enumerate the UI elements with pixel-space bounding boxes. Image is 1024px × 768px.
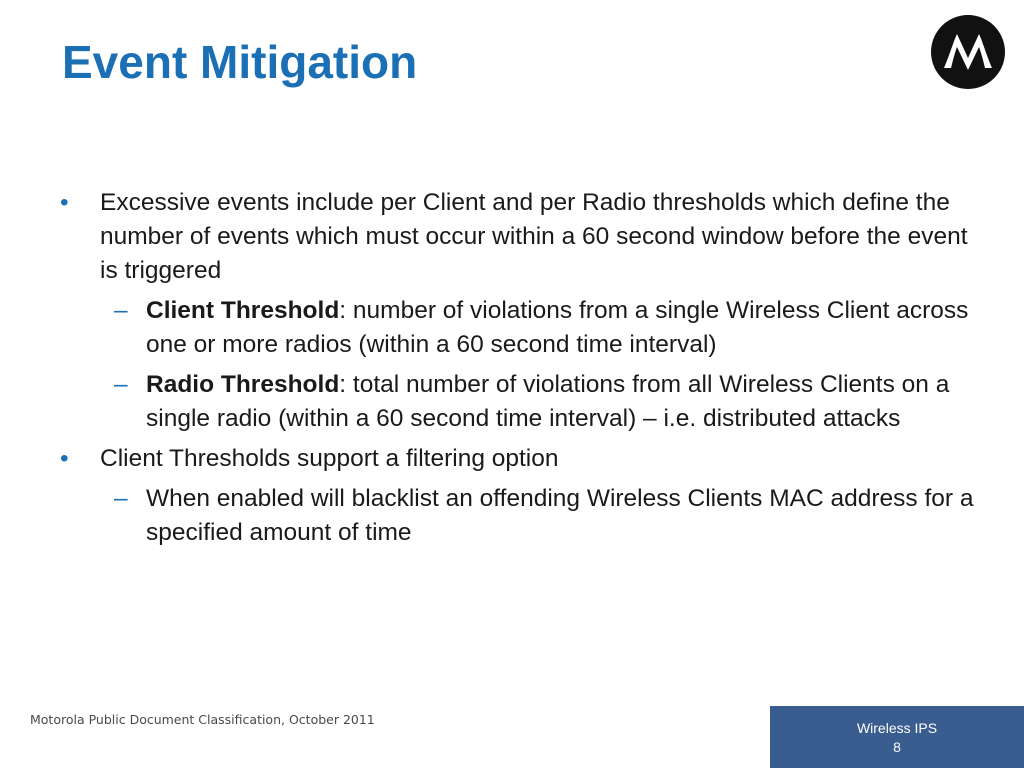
bullet-marker: • [60,445,69,472]
dash-marker: – [114,371,128,398]
bullet-marker: • [60,189,69,216]
bullet-text: : total number of violations from all Wireless Clients on a single radio (within a 60 second time interval) – i.e. distributed attacks [146,371,950,432]
slide-title: Event Mitigation [62,36,418,88]
bullet-level1 [60,186,980,288]
bullet-text: When enabled will blacklist an offending Wireless Clients MAC address for a specified amount of time [146,485,974,546]
motorola-logo-svg [930,14,1006,90]
bullet-text: Client Thresholds support a filtering option [100,445,559,472]
slide-content [60,186,980,556]
footer-classification: Motorola Public Document Classification, October 2011 [30,712,375,727]
motorola-logo-icon [930,14,1006,90]
footer-page-number: 8 [893,739,901,755]
bullet-term: Radio Threshold [146,371,340,398]
dash-marker: – [114,485,128,512]
bullet-text: : number of violations from a single Wireless Client across one or more radios (within a 60 second time interval) [146,297,969,358]
bullet-level2 [60,294,980,362]
dash-marker: – [114,297,128,324]
bullet-text: Excessive events include per Client and per Radio thresholds which define the number of events which must occur within a 60 second window before the event is triggered [100,189,968,284]
bullet-level2 [60,368,980,436]
footer-section-box [770,706,1024,768]
bullet-level1 [60,442,980,476]
bullet-term: Client Threshold [146,297,340,324]
bullet-level2 [60,482,980,550]
footer-section-label: Wireless IPS [856,720,938,736]
